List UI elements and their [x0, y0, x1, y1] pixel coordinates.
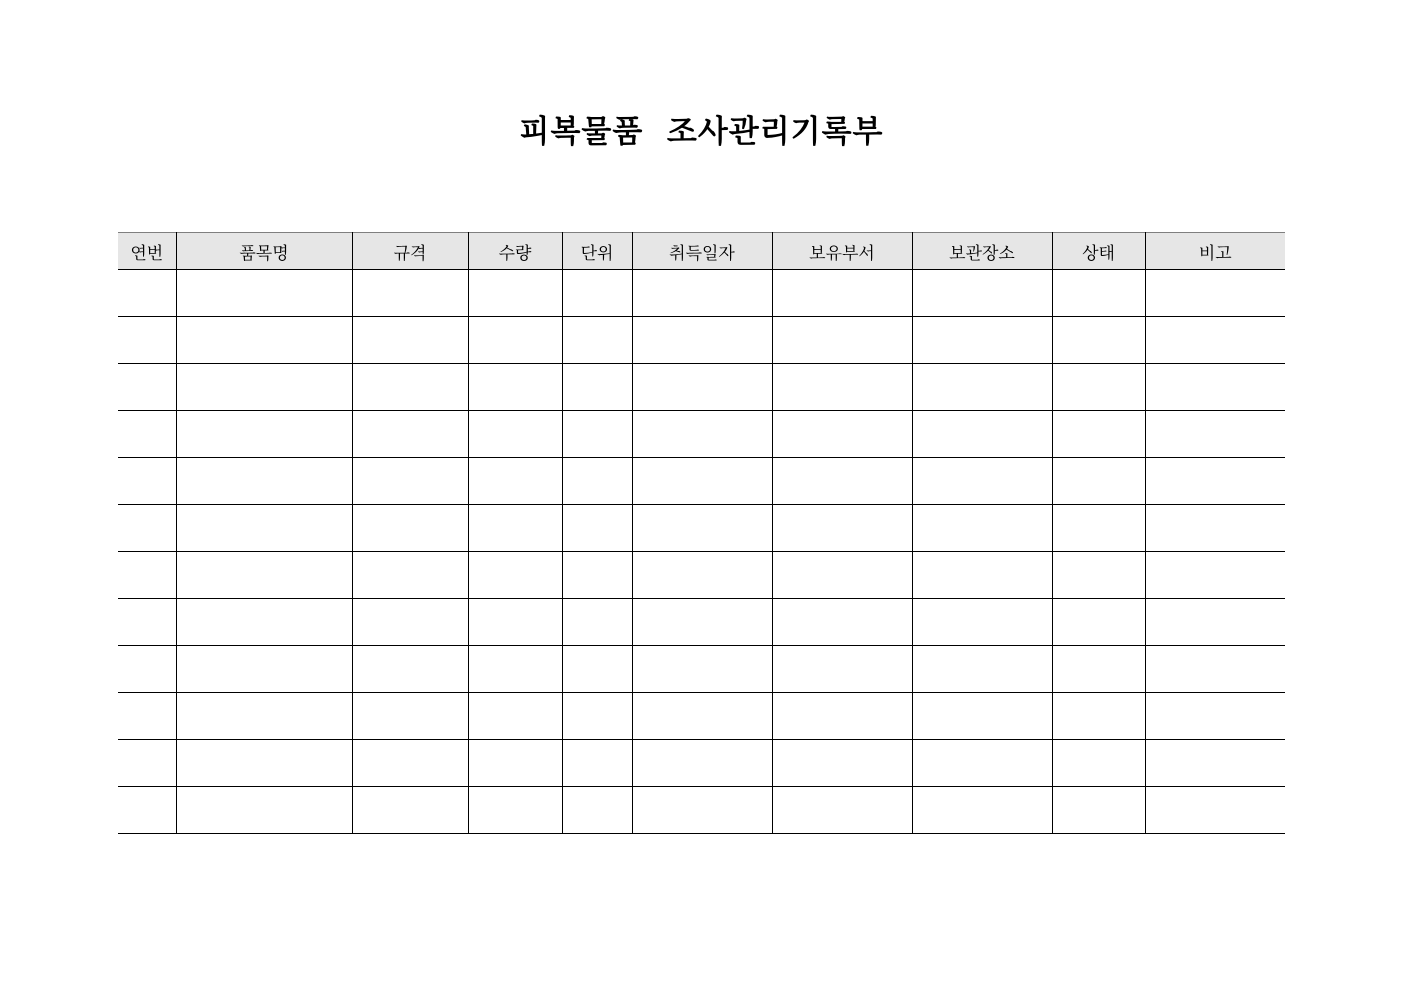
cell-unit[interactable] [562, 458, 632, 505]
cell-unit[interactable] [562, 787, 632, 834]
cell-spec[interactable] [352, 458, 468, 505]
cell-serial[interactable] [118, 552, 176, 599]
table-body [118, 270, 1285, 834]
cell-storage-location[interactable] [912, 740, 1052, 787]
cell-status[interactable] [1052, 270, 1145, 317]
cell-owning-dept[interactable] [772, 458, 912, 505]
cell-spec[interactable] [352, 364, 468, 411]
cell-owning-dept[interactable] [772, 646, 912, 693]
column-header-remarks: 비고 [1145, 233, 1285, 270]
cell-remarks[interactable] [1145, 646, 1285, 693]
cell-acquired-date[interactable] [632, 411, 772, 458]
cell-storage-location[interactable] [912, 505, 1052, 552]
cell-acquired-date[interactable] [632, 787, 772, 834]
cell-spec[interactable] [352, 505, 468, 552]
cell-remarks[interactable] [1145, 787, 1285, 834]
cell-serial[interactable] [118, 599, 176, 646]
cell-spec[interactable] [352, 317, 468, 364]
cell-acquired-date[interactable] [632, 270, 772, 317]
cell-spec[interactable] [352, 411, 468, 458]
cell-quantity[interactable] [468, 458, 562, 505]
cell-unit[interactable] [562, 693, 632, 740]
table-row [118, 787, 1285, 834]
cell-spec[interactable] [352, 646, 468, 693]
cell-owning-dept[interactable] [772, 693, 912, 740]
cell-storage-location[interactable] [912, 411, 1052, 458]
cell-quantity[interactable] [468, 599, 562, 646]
cell-owning-dept[interactable] [772, 787, 912, 834]
table-row [118, 599, 1285, 646]
cell-item-name[interactable] [176, 552, 352, 599]
record-table [118, 232, 1285, 834]
table-row [118, 364, 1285, 411]
cell-item-name[interactable] [176, 740, 352, 787]
table-row [118, 270, 1285, 317]
cell-item-name[interactable] [176, 787, 352, 834]
cell-storage-location[interactable] [912, 599, 1052, 646]
cell-quantity[interactable] [468, 505, 562, 552]
cell-acquired-date[interactable] [632, 693, 772, 740]
cell-item-name[interactable] [176, 505, 352, 552]
cell-unit[interactable] [562, 599, 632, 646]
table-row [118, 693, 1285, 740]
cell-serial[interactable] [118, 364, 176, 411]
cell-unit[interactable] [562, 740, 632, 787]
cell-item-name[interactable] [176, 599, 352, 646]
column-header-serial: 연번 [118, 233, 176, 270]
cell-quantity[interactable] [468, 646, 562, 693]
cell-remarks[interactable] [1145, 364, 1285, 411]
cell-item-name[interactable] [176, 411, 352, 458]
cell-serial[interactable] [118, 317, 176, 364]
cell-remarks[interactable] [1145, 411, 1285, 458]
cell-storage-location[interactable] [912, 270, 1052, 317]
cell-acquired-date[interactable] [632, 458, 772, 505]
cell-status[interactable] [1052, 787, 1145, 834]
cell-remarks[interactable] [1145, 740, 1285, 787]
cell-remarks[interactable] [1145, 317, 1285, 364]
cell-acquired-date[interactable] [632, 599, 772, 646]
cell-serial[interactable] [118, 693, 176, 740]
cell-spec[interactable] [352, 552, 468, 599]
cell-spec[interactable] [352, 599, 468, 646]
cell-quantity[interactable] [468, 364, 562, 411]
cell-storage-location[interactable] [912, 646, 1052, 693]
cell-remarks[interactable] [1145, 270, 1285, 317]
cell-owning-dept[interactable] [772, 740, 912, 787]
column-header-status: 상태 [1052, 233, 1145, 270]
table-row [118, 552, 1285, 599]
cell-quantity[interactable] [468, 270, 562, 317]
cell-unit[interactable] [562, 646, 632, 693]
column-header-storage-location: 보관장소 [912, 233, 1052, 270]
cell-storage-location[interactable] [912, 317, 1052, 364]
cell-remarks[interactable] [1145, 693, 1285, 740]
cell-status[interactable] [1052, 317, 1145, 364]
header-row [118, 233, 1285, 270]
cell-serial[interactable] [118, 505, 176, 552]
cell-unit[interactable] [562, 270, 632, 317]
page-title: 피복물품 조사관리기록부 [519, 114, 884, 150]
cell-remarks[interactable] [1145, 458, 1285, 505]
cell-status[interactable] [1052, 740, 1145, 787]
cell-quantity[interactable] [468, 740, 562, 787]
table-row [118, 646, 1285, 693]
cell-quantity[interactable] [468, 693, 562, 740]
cell-quantity[interactable] [468, 552, 562, 599]
cell-owning-dept[interactable] [772, 317, 912, 364]
cell-unit[interactable] [562, 552, 632, 599]
column-header-unit: 단위 [562, 233, 632, 270]
cell-quantity[interactable] [468, 411, 562, 458]
column-header-quantity: 수량 [468, 233, 562, 270]
cell-storage-location[interactable] [912, 458, 1052, 505]
cell-owning-dept[interactable] [772, 552, 912, 599]
cell-acquired-date[interactable] [632, 505, 772, 552]
cell-acquired-date[interactable] [632, 364, 772, 411]
cell-quantity[interactable] [468, 317, 562, 364]
cell-acquired-date[interactable] [632, 552, 772, 599]
cell-acquired-date[interactable] [632, 317, 772, 364]
cell-serial[interactable] [118, 646, 176, 693]
cell-spec[interactable] [352, 270, 468, 317]
cell-acquired-date[interactable] [632, 740, 772, 787]
cell-remarks[interactable] [1145, 599, 1285, 646]
table-row [118, 505, 1285, 552]
table-row [118, 458, 1285, 505]
cell-storage-location[interactable] [912, 552, 1052, 599]
cell-item-name[interactable] [176, 646, 352, 693]
cell-item-name[interactable] [176, 317, 352, 364]
cell-storage-location[interactable] [912, 787, 1052, 834]
cell-unit[interactable] [562, 317, 632, 364]
cell-serial[interactable] [118, 411, 176, 458]
table-row [118, 317, 1285, 364]
cell-unit[interactable] [562, 411, 632, 458]
cell-serial[interactable] [118, 458, 176, 505]
cell-item-name[interactable] [176, 270, 352, 317]
cell-owning-dept[interactable] [772, 411, 912, 458]
cell-spec[interactable] [352, 740, 468, 787]
cell-owning-dept[interactable] [772, 599, 912, 646]
cell-spec[interactable] [352, 787, 468, 834]
cell-status[interactable] [1052, 505, 1145, 552]
cell-serial[interactable] [118, 787, 176, 834]
cell-item-name[interactable] [176, 364, 352, 411]
cell-status[interactable] [1052, 693, 1145, 740]
cell-owning-dept[interactable] [772, 270, 912, 317]
cell-serial[interactable] [118, 270, 176, 317]
table-row [118, 740, 1285, 787]
cell-status[interactable] [1052, 411, 1145, 458]
column-header-item-name: 품목명 [176, 233, 352, 270]
cell-storage-location[interactable] [912, 364, 1052, 411]
cell-remarks[interactable] [1145, 552, 1285, 599]
cell-acquired-date[interactable] [632, 646, 772, 693]
column-header-spec: 규격 [352, 233, 468, 270]
column-header-owning-dept: 보유부서 [772, 233, 912, 270]
cell-quantity[interactable] [468, 787, 562, 834]
cell-owning-dept[interactable] [772, 364, 912, 411]
cell-status[interactable] [1052, 599, 1145, 646]
cell-status[interactable] [1052, 552, 1145, 599]
cell-status[interactable] [1052, 646, 1145, 693]
cell-item-name[interactable] [176, 693, 352, 740]
cell-storage-location[interactable] [912, 693, 1052, 740]
cell-status[interactable] [1052, 458, 1145, 505]
cell-unit[interactable] [562, 505, 632, 552]
column-header-acquired-date: 취득일자 [632, 233, 772, 270]
cell-unit[interactable] [562, 364, 632, 411]
cell-serial[interactable] [118, 740, 176, 787]
cell-spec[interactable] [352, 693, 468, 740]
cell-owning-dept[interactable] [772, 505, 912, 552]
cell-remarks[interactable] [1145, 505, 1285, 552]
cell-item-name[interactable] [176, 458, 352, 505]
table-row [118, 411, 1285, 458]
cell-status[interactable] [1052, 364, 1145, 411]
